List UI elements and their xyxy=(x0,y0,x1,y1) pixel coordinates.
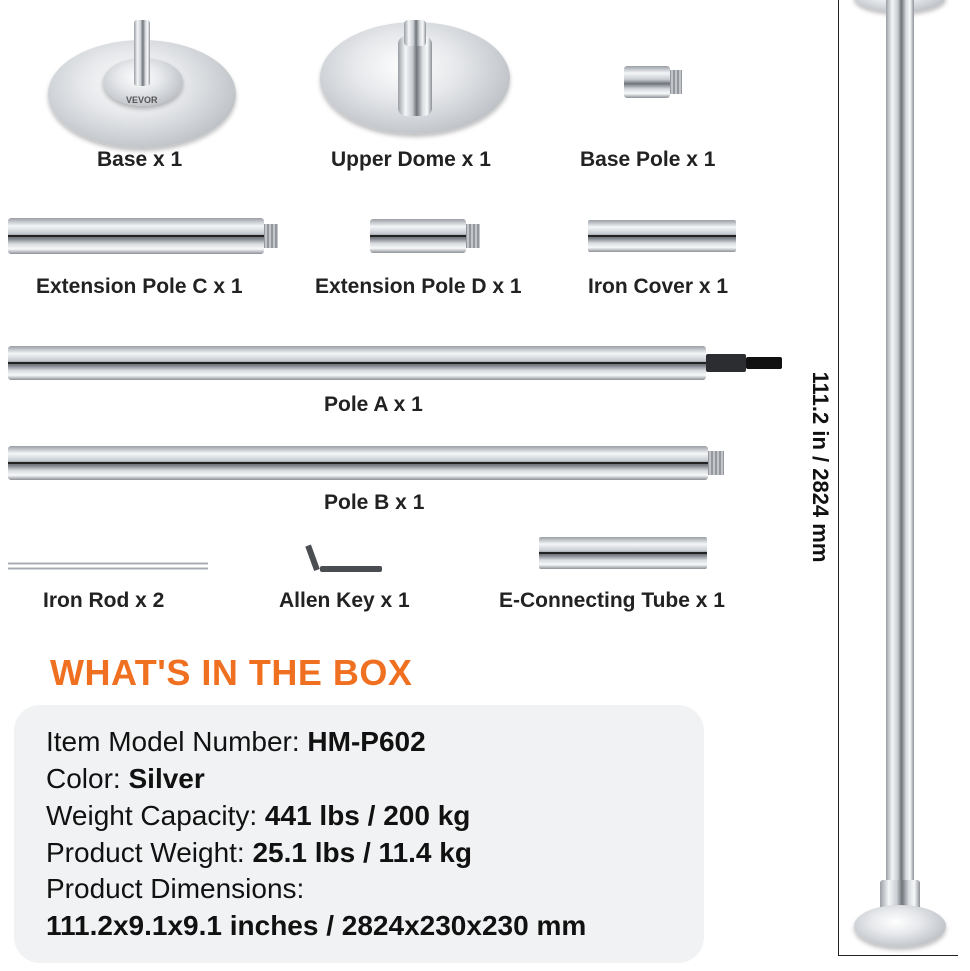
iron-cover-groove xyxy=(588,235,736,237)
spec-weight-label: Product Weight: xyxy=(46,837,245,868)
allen-key-long-arm xyxy=(320,566,382,572)
iron-cover-part xyxy=(588,220,736,252)
label-upper-dome: Upper Dome x 1 xyxy=(331,148,491,171)
ext-c-thread xyxy=(264,224,278,248)
iron-rod-2 xyxy=(8,567,208,570)
ext-c-groove xyxy=(8,235,264,237)
spec-dims-label: Product Dimensions: xyxy=(46,873,305,904)
assembled-pole xyxy=(850,0,950,971)
label-e-connecting-tube: E-Connecting Tube x 1 xyxy=(499,589,725,612)
base-stud xyxy=(134,20,150,86)
base-pole-body xyxy=(624,66,670,98)
iron-rod-1 xyxy=(8,562,208,565)
base-part xyxy=(48,20,238,135)
spec-color xyxy=(46,763,205,795)
extension-pole-c-part xyxy=(8,218,278,254)
dimension-bottom-tick xyxy=(838,955,958,956)
pole-b-groove xyxy=(8,462,708,464)
label-extension-pole-c: Extension Pole C x 1 xyxy=(36,275,243,298)
upper-dome-part xyxy=(320,14,510,139)
pole-a-black-tip xyxy=(746,357,782,369)
spec-capacity-value: 441 lbs / 200 kg xyxy=(264,800,471,831)
spec-capacity xyxy=(46,800,470,832)
pole-a-connector xyxy=(706,354,746,372)
section-title: WHAT'S IN THE BOX xyxy=(50,652,413,693)
spec-weight xyxy=(46,837,472,869)
iron-rod-part xyxy=(8,562,208,570)
e-connecting-tube-part xyxy=(539,537,707,569)
extension-pole-d-part xyxy=(370,219,480,253)
dome-neck xyxy=(398,36,432,116)
spec-weight-value: 25.1 lbs / 11.4 kg xyxy=(252,837,472,868)
spec-model xyxy=(46,726,426,758)
label-base: Base x 1 xyxy=(97,148,183,171)
ext-d-thread xyxy=(466,224,480,248)
base-pole-part xyxy=(624,66,682,98)
base-brand-mark: VEVOR xyxy=(126,95,158,105)
ext-d-groove xyxy=(370,235,466,237)
pole-a-part xyxy=(8,346,782,380)
label-iron-cover: Iron Cover x 1 xyxy=(588,275,729,298)
spec-model-value: HM-P602 xyxy=(307,726,426,757)
pole-b-part xyxy=(8,446,724,480)
pole-a-groove xyxy=(8,362,706,364)
allen-key-part xyxy=(312,544,384,576)
spec-capacity-label: Weight Capacity: xyxy=(46,800,258,831)
pole-b-thread xyxy=(708,451,724,475)
dimension-line xyxy=(838,0,839,955)
label-extension-pole-d: Extension Pole D x 1 xyxy=(315,275,522,298)
label-iron-rod: Iron Rod x 2 xyxy=(43,589,165,612)
dome-tip xyxy=(404,20,426,46)
assembled-base-disc xyxy=(854,905,946,947)
spec-model-label: Item Model Number: xyxy=(46,726,300,757)
spec-color-label: Color: xyxy=(46,763,121,794)
label-allen-key: Allen Key x 1 xyxy=(279,589,410,612)
allen-key-short-arm xyxy=(305,545,320,571)
base-pole-thread xyxy=(670,70,682,94)
label-pole-b: Pole B x 1 xyxy=(324,491,425,514)
e-tube-groove xyxy=(539,552,707,554)
label-base-pole: Base Pole x 1 xyxy=(580,148,716,171)
spec-color-value: Silver xyxy=(128,763,205,794)
assembled-pole-shaft xyxy=(886,0,914,920)
height-dimension-label: 111.2 in / 2824 mm xyxy=(808,371,833,563)
label-pole-a: Pole A x 1 xyxy=(324,393,423,416)
spec-dims-value: 111.2x9.1x9.1 inches / 2824x230x230 mm xyxy=(46,910,587,941)
